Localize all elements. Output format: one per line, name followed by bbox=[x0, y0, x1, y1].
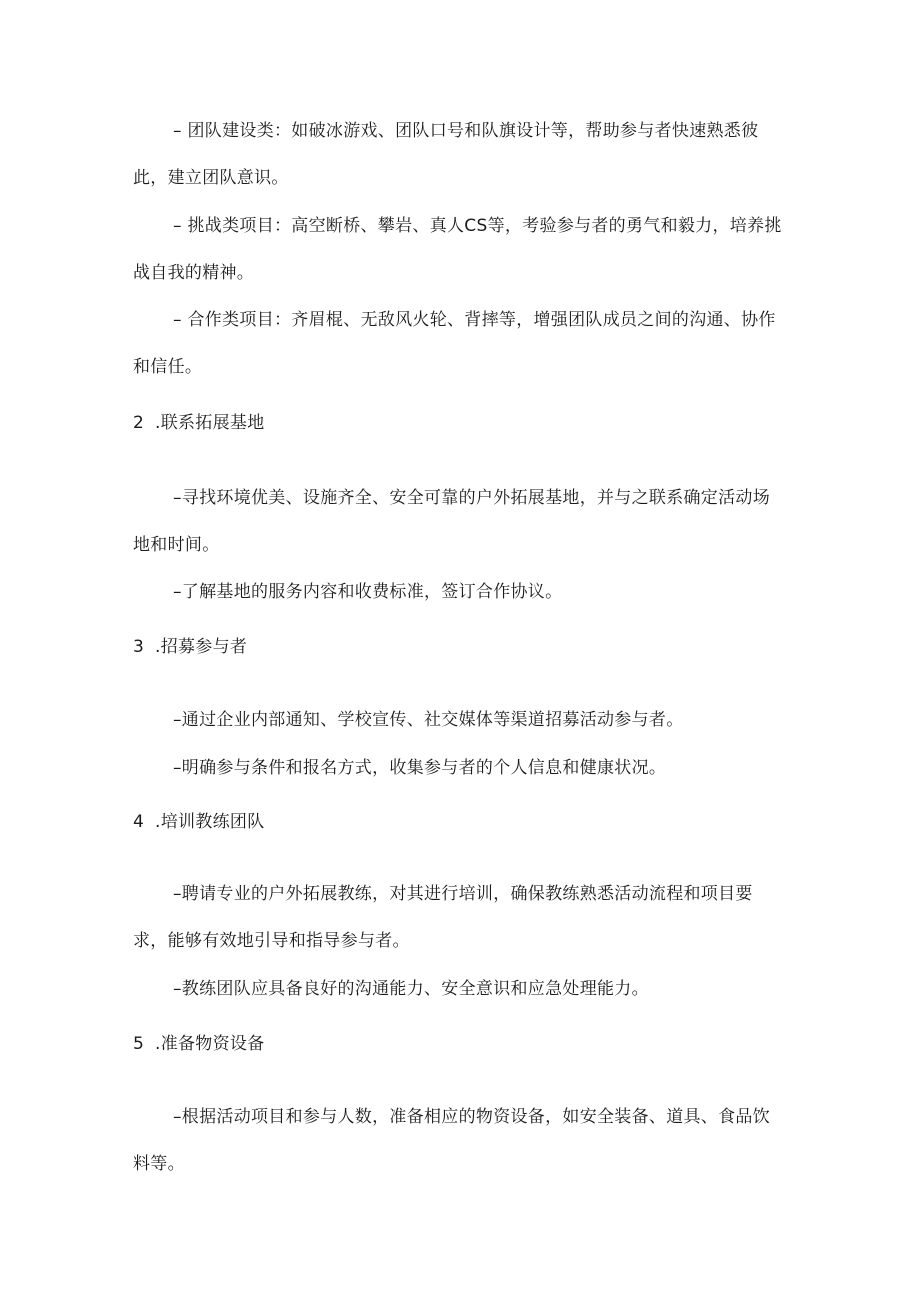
section-number: 2 bbox=[133, 413, 145, 433]
list-item-base-agreement: –了解基地的服务内容和收费标准，签订合作协议。 bbox=[173, 582, 563, 602]
list-item-team-building: – 团队建设类：如破冰游戏、团队口号和队旗设计等，帮助参与者快速熟悉彼此，建立团队意识。 bbox=[133, 121, 759, 188]
section-title: .培训教练团队 bbox=[155, 812, 265, 832]
section-heading-4 bbox=[133, 799, 783, 846]
list-item-hire-coaches: –聘请专业的户外拓展教练，对其进行培训，确保教练熟悉活动流程和项目要求，能够有效地引导和指导参与者。 bbox=[133, 884, 753, 951]
section-number: 4 bbox=[133, 812, 145, 832]
section-heading-2 bbox=[133, 400, 783, 447]
list-item-prepare-materials: –根据活动项目和参与人数，准备相应的物资设备，如安全装备、道具、食品饮料等。 bbox=[133, 1107, 770, 1174]
section-number: 5 bbox=[133, 1034, 145, 1054]
section-heading-3 bbox=[133, 624, 783, 671]
section-title: .准备物资设备 bbox=[155, 1034, 265, 1054]
list-item-recruit-channels: –通过企业内部通知、学校宣传、社交媒体等渠道招募活动参与者。 bbox=[173, 710, 684, 730]
list-item-coach-abilities: –教练团队应具备良好的沟通能力、安全意识和应急处理能力。 bbox=[173, 979, 649, 999]
section-title: .联系拓展基地 bbox=[155, 413, 265, 433]
section-number: 3 bbox=[133, 637, 145, 657]
list-item-cooperation-projects: – 合作类项目：齐眉棍、无敌风火轮、背摔等，增强团队成员之间的沟通、协作和信任。 bbox=[133, 310, 776, 377]
list-item-recruit-conditions: –明确参与条件和报名方式，收集参与者的个人信息和健康状况。 bbox=[173, 758, 667, 778]
section-title: .招募参与者 bbox=[155, 637, 248, 657]
list-item-challenge-projects: – 挑战类项目：高空断桥、攀岩、真人CS等，考验参与者的勇气和毅力，培养挑战自我的精神。 bbox=[133, 216, 782, 283]
section-heading-5 bbox=[133, 1021, 783, 1068]
list-item-find-base: –寻找环境优美、设施齐全、安全可靠的户外拓展基地，并与之联系确定活动场地和时间。 bbox=[133, 488, 770, 555]
